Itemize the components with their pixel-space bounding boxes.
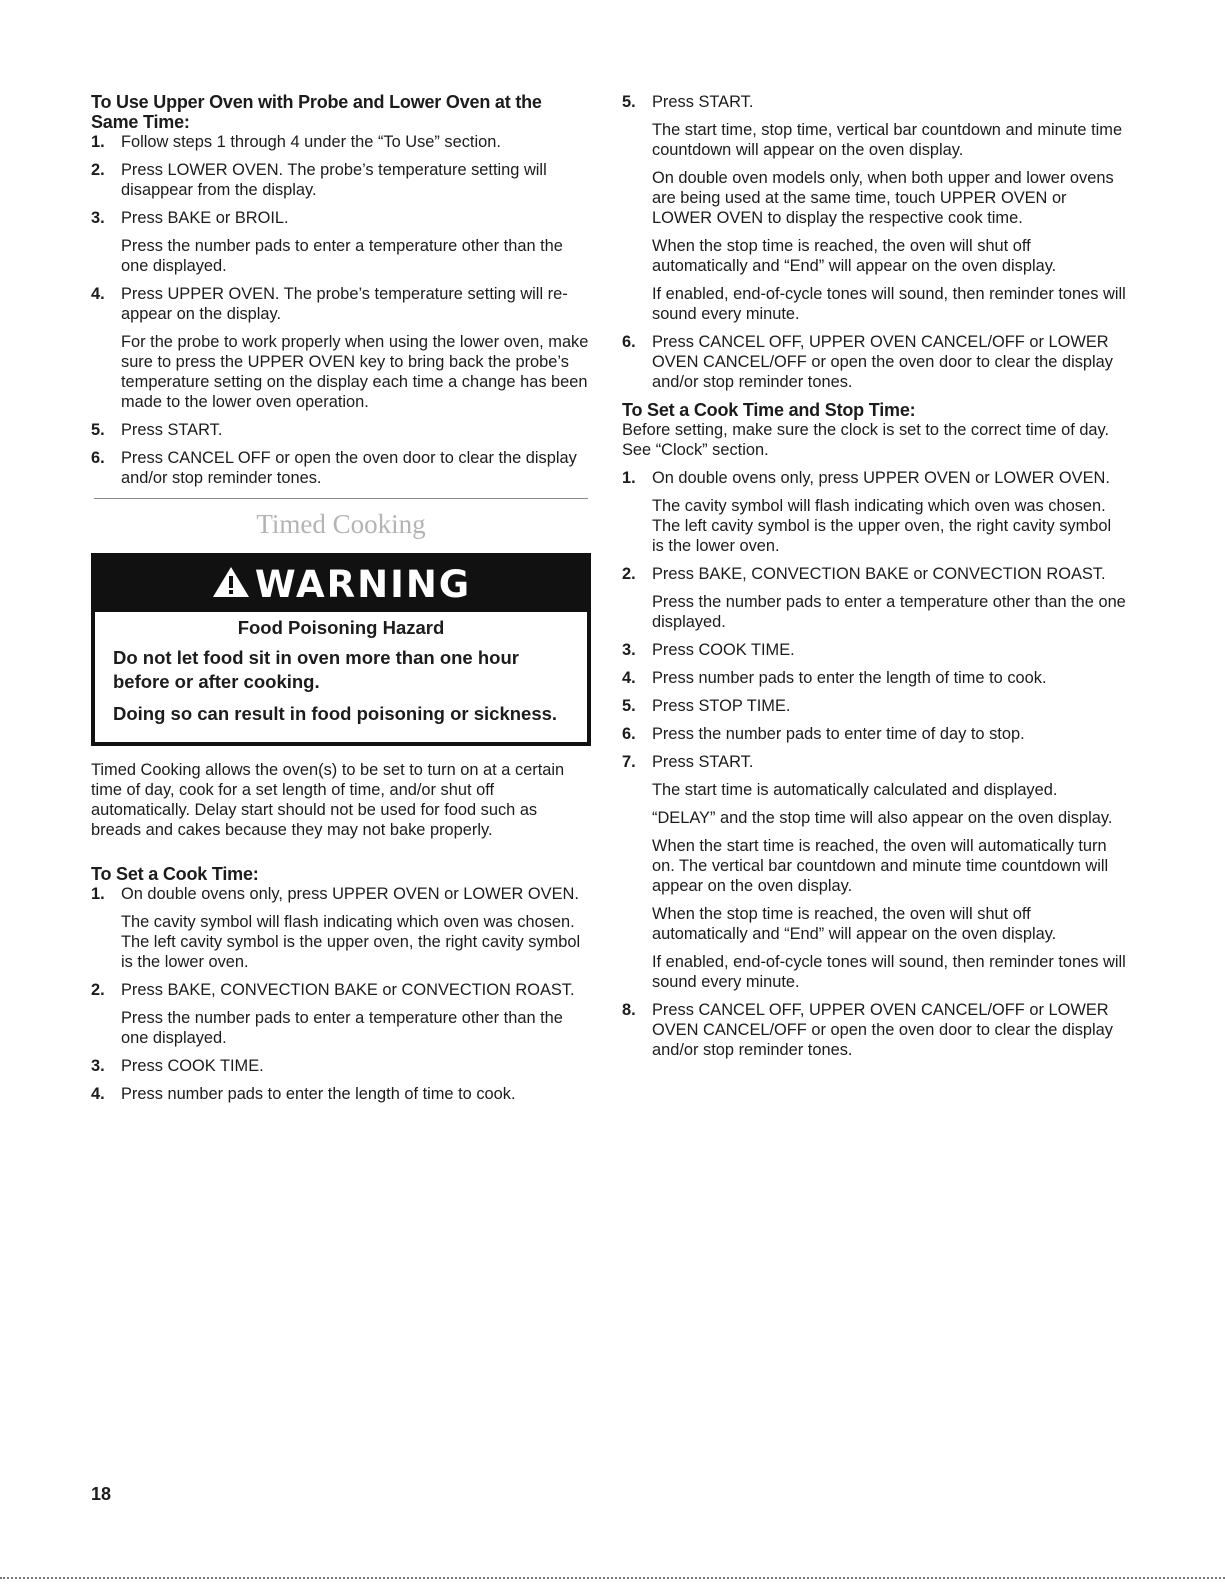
list-item bbox=[91, 132, 591, 152]
warning-word: WARNING bbox=[254, 562, 472, 606]
bottom-border bbox=[0, 1577, 1225, 1579]
step-detail: The cavity symbol will flash indicating which oven was chosen. The left cavity symbol is the upper oven, the right cavity symbol is the lower oven. bbox=[652, 497, 1112, 555]
step-text: Press number pads to enter the length of time to cook. bbox=[652, 669, 1047, 687]
stop-time-steps bbox=[622, 468, 1127, 1060]
step-number: 2. bbox=[91, 161, 105, 179]
step-detail: For the probe to work properly when using the lower oven, make sure to press the UPPER OVEN key to bring back the probe’s temperature setting on the display each time a change has been made to the lower oven operation. bbox=[121, 333, 589, 411]
section-divider bbox=[94, 498, 588, 499]
step-number: 6. bbox=[622, 725, 636, 743]
step-number: 4. bbox=[622, 669, 636, 687]
probe-section-heading: To Use Upper Oven with Probe and Lower Oven at the Same Time: bbox=[91, 92, 542, 132]
list-item bbox=[622, 668, 1127, 688]
step-number: 2. bbox=[91, 981, 105, 999]
stop-time-intro: Before setting, make sure the clock is set to the correct time of day. See “Clock” section. bbox=[622, 421, 1110, 459]
list-item bbox=[91, 1056, 591, 1076]
step-detail: Press the number pads to enter a temperature other than the one displayed. bbox=[652, 593, 1126, 631]
step-number: 5. bbox=[91, 421, 105, 439]
step-detail: The cavity symbol will flash indicating which oven was chosen. The left cavity symbol is the upper oven, the right cavity symbol is the lower oven. bbox=[121, 913, 581, 971]
list-item bbox=[622, 696, 1127, 716]
step-text: Follow steps 1 through 4 under the “To Use” section. bbox=[121, 133, 501, 151]
step-text: Press CANCEL OFF, UPPER OVEN CANCEL/OFF or LOWER OVEN CANCEL/OFF or open the oven door to clear the display and/or stop reminder tones. bbox=[652, 1001, 1113, 1059]
list-item bbox=[622, 640, 1127, 660]
step-text: Press BAKE, CONVECTION BAKE or CONVECTION ROAST. bbox=[121, 981, 575, 999]
list-item bbox=[622, 752, 1127, 992]
step-text: Press UPPER OVEN. The probe’s temperature setting will re-appear on the display. bbox=[121, 285, 568, 323]
list-item bbox=[91, 884, 591, 972]
step-text: On double ovens only, press UPPER OVEN or LOWER OVEN. bbox=[652, 469, 1110, 487]
cook-time-heading: To Set a Cook Time: bbox=[91, 864, 259, 884]
step-text: On double ovens only, press UPPER OVEN or LOWER OVEN. bbox=[121, 885, 579, 903]
step-detail: “DELAY” and the stop time will also appear on the oven display. bbox=[652, 809, 1113, 827]
right-column bbox=[622, 92, 1127, 1068]
list-item bbox=[622, 468, 1127, 556]
warning-triangle-icon bbox=[211, 565, 251, 604]
list-item bbox=[91, 420, 591, 440]
warning-hazard: Food Poisoning Hazard bbox=[237, 617, 445, 638]
step-text: Press START. bbox=[121, 421, 223, 439]
list-item bbox=[622, 724, 1127, 744]
step-number: 4. bbox=[91, 1085, 105, 1103]
step-text: Press BAKE, CONVECTION BAKE or CONVECTION ROAST. bbox=[652, 565, 1106, 583]
list-item bbox=[622, 332, 1127, 392]
cook-time-steps-continued bbox=[622, 92, 1127, 392]
cook-time-steps bbox=[91, 884, 591, 1104]
stop-time-heading: To Set a Cook Time and Stop Time: bbox=[622, 400, 916, 420]
step-text: Press START. bbox=[652, 93, 754, 111]
step-text: Press START. bbox=[652, 753, 754, 771]
step-detail: Press the number pads to enter a temperature other than the one displayed. bbox=[121, 1009, 563, 1047]
warning-line: Doing so can result in food poisoning or sickness. bbox=[113, 703, 558, 724]
step-number: 3. bbox=[91, 209, 105, 227]
step-text: Press LOWER OVEN. The probe’s temperature setting will disappear from the display. bbox=[121, 161, 547, 199]
section-title: Timed Cooking bbox=[256, 509, 426, 539]
list-item bbox=[91, 208, 591, 276]
list-item bbox=[622, 1000, 1127, 1060]
step-number: 1. bbox=[91, 885, 105, 903]
step-number: 1. bbox=[91, 133, 105, 151]
step-text: Press CANCEL OFF, UPPER OVEN CANCEL/OFF or LOWER OVEN CANCEL/OFF or open the oven door to clear the display and/or stop reminder tones. bbox=[652, 333, 1113, 391]
step-detail: When the stop time is reached, the oven will shut off automatically and “End” will appear on the oven display. bbox=[652, 905, 1057, 943]
step-detail: If enabled, end-of-cycle tones will sound, then reminder tones will sound every minute. bbox=[652, 953, 1126, 991]
step-number: 6. bbox=[91, 449, 105, 467]
probe-steps bbox=[91, 132, 591, 488]
step-number: 8. bbox=[622, 1001, 636, 1019]
step-detail: The start time, stop time, vertical bar countdown and minute time countdown will appear on the oven display. bbox=[652, 121, 1123, 159]
list-item bbox=[91, 448, 591, 488]
step-text: Press COOK TIME. bbox=[121, 1057, 264, 1075]
list-item bbox=[91, 980, 591, 1048]
step-number: 5. bbox=[622, 93, 636, 111]
step-number: 4. bbox=[91, 285, 105, 303]
step-detail: Press the number pads to enter a temperature other than the one displayed. bbox=[121, 237, 563, 275]
step-detail: When the stop time is reached, the oven will shut off automatically and “End” will appear on the oven display. bbox=[652, 237, 1057, 275]
step-detail: If enabled, end-of-cycle tones will sound, then reminder tones will sound every minute. bbox=[652, 285, 1126, 323]
list-item bbox=[91, 160, 591, 200]
warning-header bbox=[95, 557, 587, 612]
step-text: Press COOK TIME. bbox=[652, 641, 795, 659]
page-number: 18 bbox=[91, 1484, 112, 1504]
step-number: 3. bbox=[622, 641, 636, 659]
step-text: Press number pads to enter the length of time to cook. bbox=[121, 1085, 516, 1103]
step-detail: The start time is automatically calculated and displayed. bbox=[652, 781, 1058, 799]
step-number: 2. bbox=[622, 565, 636, 583]
list-item bbox=[91, 284, 591, 412]
step-number: 6. bbox=[622, 333, 636, 351]
list-item bbox=[91, 1084, 591, 1104]
warning-line: Do not let food sit in oven more than one hour before or after cooking. bbox=[113, 647, 519, 692]
step-number: 1. bbox=[622, 469, 636, 487]
step-detail: When the start time is reached, the oven will automatically turn on. The vertical bar countdown and minute time countdown will appear on the oven display. bbox=[652, 837, 1109, 895]
step-number: 3. bbox=[91, 1057, 105, 1075]
list-item bbox=[622, 92, 1127, 324]
step-text: Press the number pads to enter time of day to stop. bbox=[652, 725, 1025, 743]
step-text: Press STOP TIME. bbox=[652, 697, 791, 715]
step-text: Press CANCEL OFF or open the oven door to clear the display and/or stop reminder tones. bbox=[121, 449, 577, 487]
step-number: 7. bbox=[622, 753, 636, 771]
timed-cooking-intro: Timed Cooking allows the oven(s) to be set to turn on at a certain time of day, cook for a set length of time, and/or shut off automatically. Delay start should not be used for food such as breads and cakes because they may not bake properly. bbox=[91, 761, 565, 839]
warning-body bbox=[95, 612, 587, 742]
list-item bbox=[622, 564, 1127, 632]
warning-box bbox=[91, 553, 591, 746]
step-text: Press BAKE or BROIL. bbox=[121, 209, 289, 227]
step-detail: On double oven models only, when both upper and lower ovens are being used at the same time, touch UPPER OVEN or LOWER OVEN to display the respective cook time. bbox=[652, 169, 1114, 227]
step-number: 5. bbox=[622, 697, 636, 715]
left-column bbox=[91, 92, 591, 1112]
